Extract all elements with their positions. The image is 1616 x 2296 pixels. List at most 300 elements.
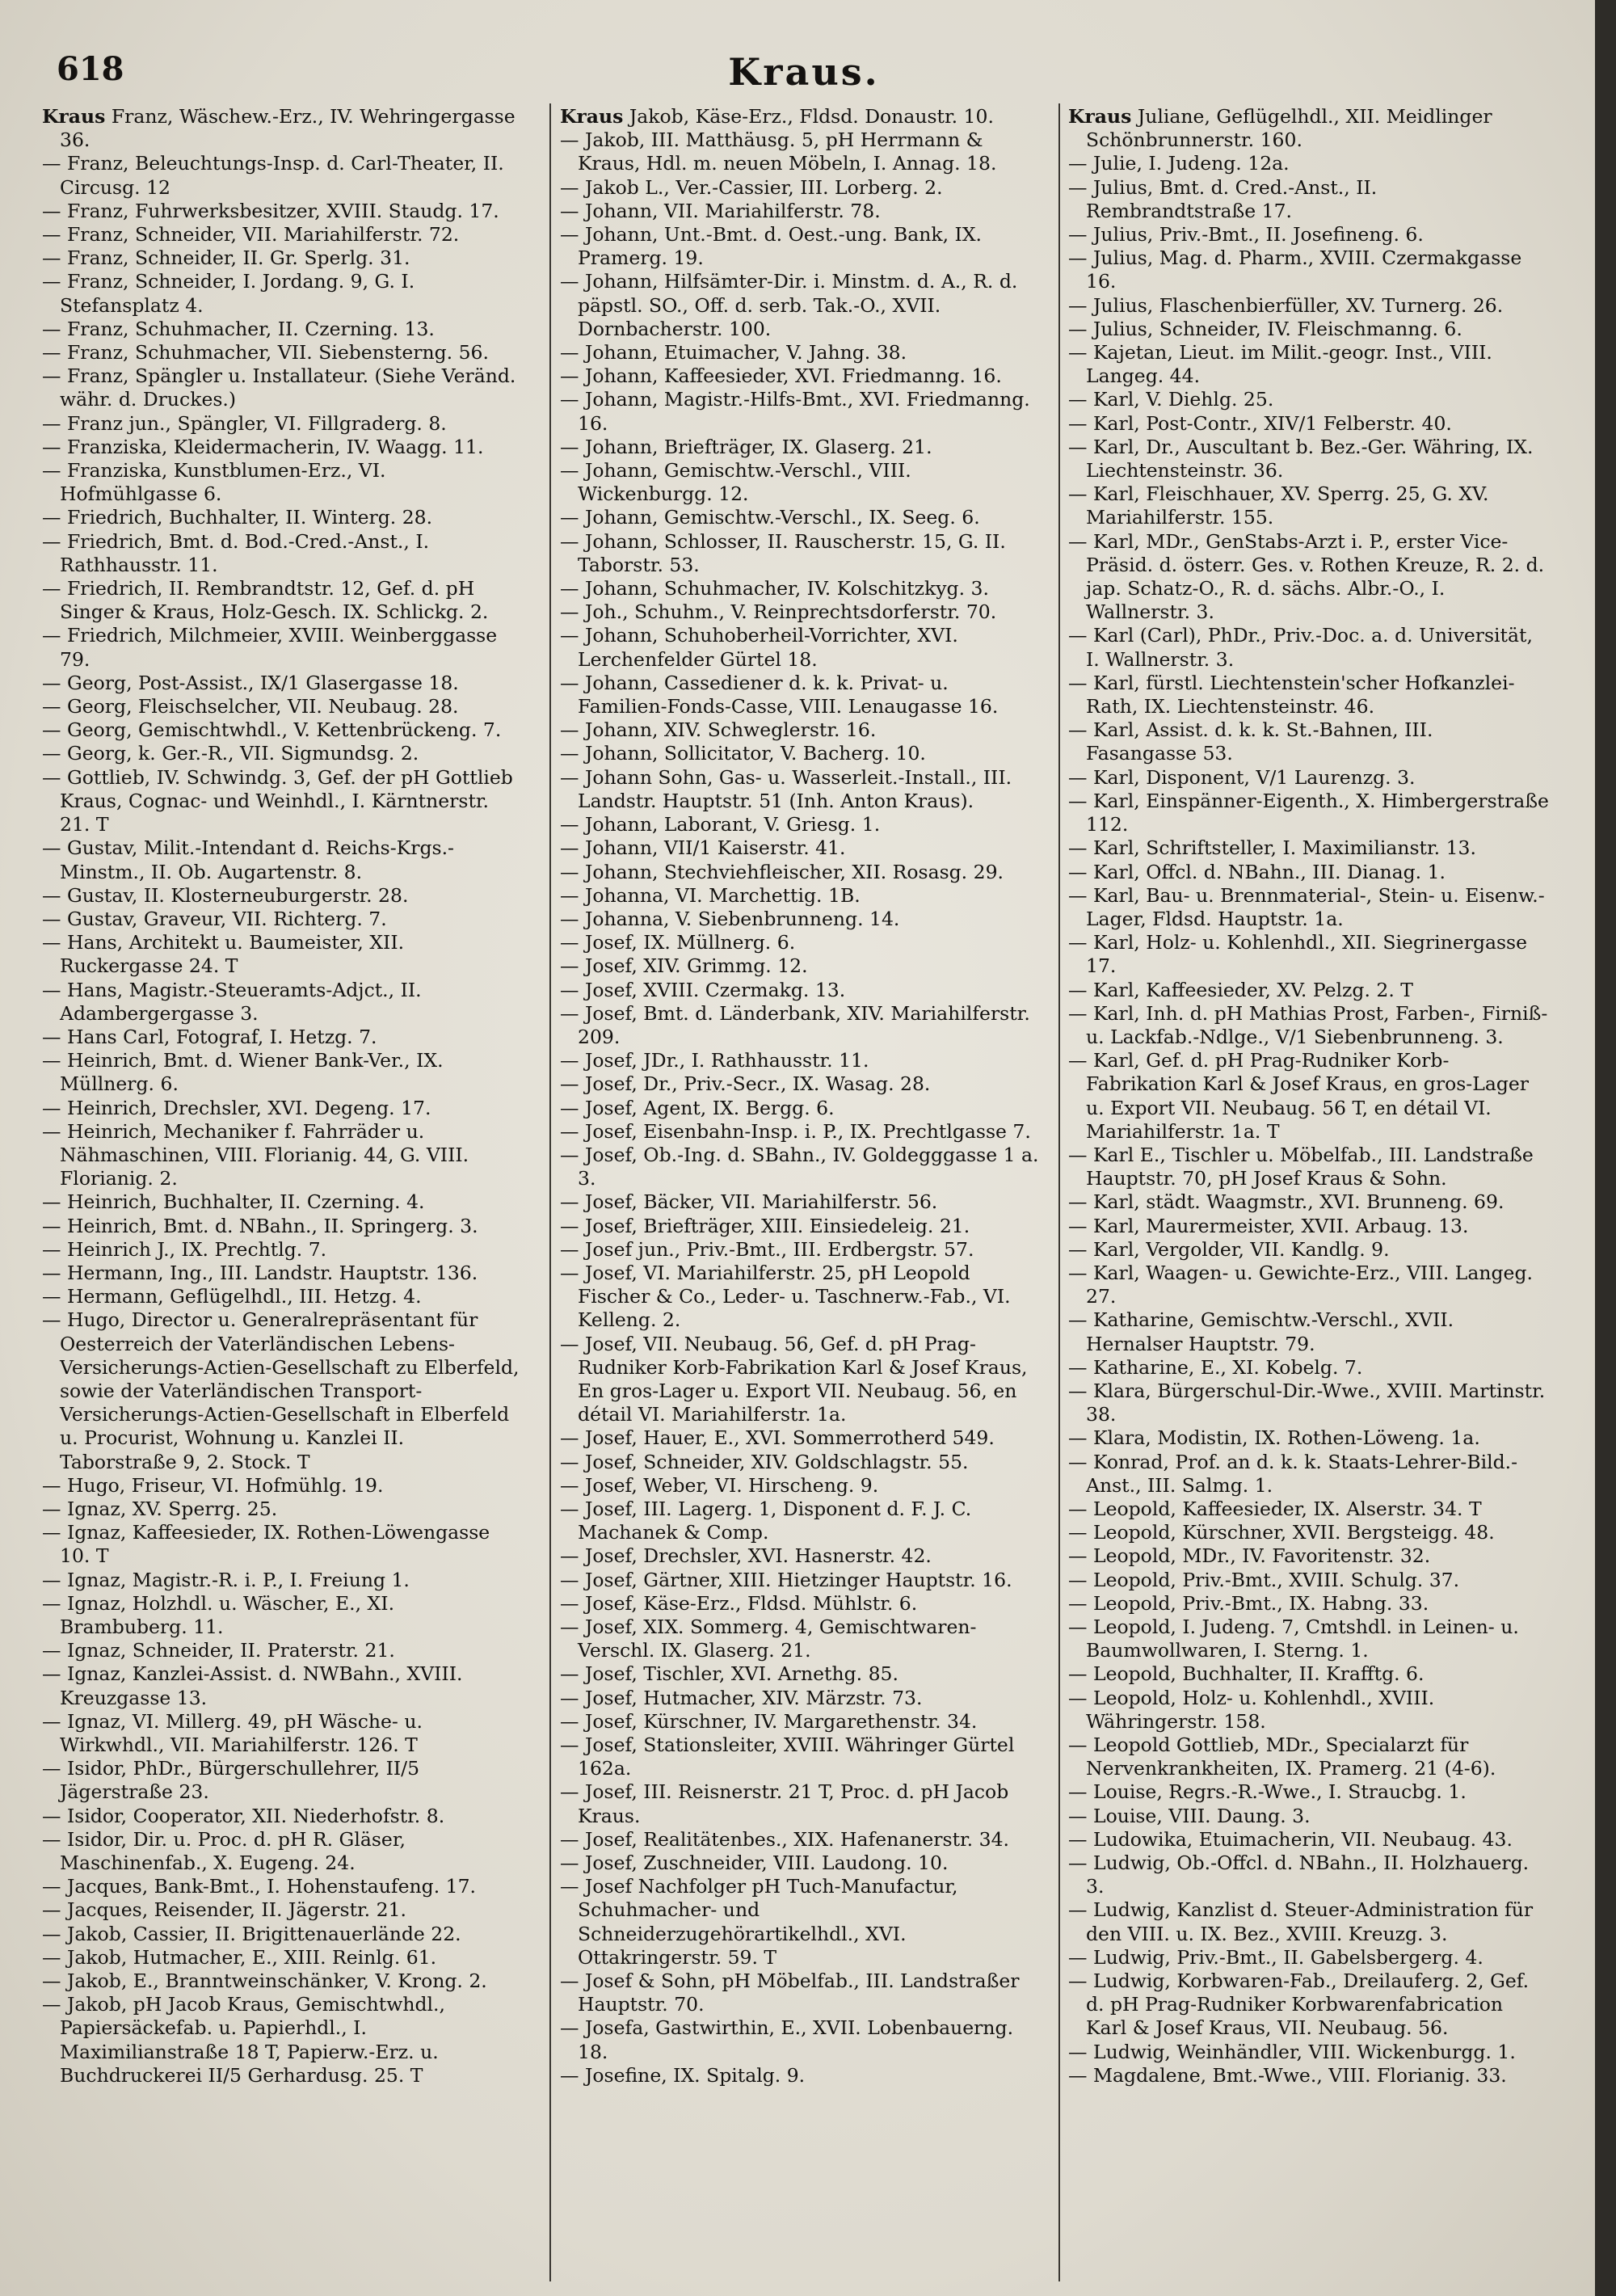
directory-entry [560,388,1041,435]
entry-text: — Ignaz, Schneider, II. Praterstr. 21. [42,1639,395,1662]
entry-text: Jakob, Käse-Erz., Fldsd. Donaustr. 10. [623,105,994,128]
entry-text: — Ludowika, Etuimacherin, VII. Neubaug. 43. [1068,1827,1513,1851]
page-title: Kraus. [728,50,880,94]
directory-entry [560,979,1041,1002]
entry-text: — Johann, Cassediener d. k. k. Privat- u. Familien-Fonds-Casse, VIII. Lenaugasse 16. [560,671,999,718]
directory-entry [42,695,523,718]
entry-text: — Johann, VII. Mariahilferstr. 78. [560,199,881,222]
directory-entry [42,1097,523,1120]
entry-text: — Josef, III. Reisnerstr. 21 T, Proc. d. pH Jacob Kraus. [560,1780,1009,1827]
entry-text: — Leopold Gottlieb, MDr., Specialarzt für Nervenkrankheiten, IX. Pramerg. 21 (4-6). [1068,1734,1496,1780]
entry-text: — Heinrich, Bmt. d. NBahn., II. Springerg. 3. [42,1214,478,1237]
entry-text: — Josef, Gärtner, XIII. Hietzinger Hauptstr. 16. [560,1568,1012,1591]
directory-entry [42,530,523,577]
directory-entry [560,1592,1041,1616]
directory-entry [1068,1262,1549,1308]
directory-entry [560,2016,1041,2063]
entry-text: — Julius, Bmt. d. Cred.-Anst., II. Rembrandtstraße 17. [1068,175,1378,222]
entry-text: — Georg, Fleischselcher, VII. Neubaug. 28. [42,695,459,718]
entry-text: — Klara, Bürgerschul-Dir.-Wwe., XVIII. Martinstr. 38. [1068,1379,1546,1426]
directory-entry [560,200,1041,223]
directory-entry [560,1687,1041,1710]
entry-text: — Jakob, Hutmacher, E., XIII. Reinlg. 61. [42,1945,437,1969]
entry-text: — Johann Sohn, Gas- u. Wasserleit.-Install., III. Landstr. Hauptstr. 51 (Inh. Anton Kraus). [560,765,1012,812]
entry-text: — Heinrich, Bmt. d. Wiener Bank-Ver., IX. Müllnerg. 6. [42,1049,444,1096]
column-3 [1068,105,1549,2279]
entry-text: — Gustav, Graveur, VII. Richterg. 7. [42,907,387,930]
entry-text: — Ignaz, Kanzlei-Assist. d. NWBahn., XVIII. Kreuzgasse 13. [42,1662,463,1709]
entry-text: — Franz, Schuhmacher, VII. Siebensterng. 56. [42,341,489,364]
entry-text: — Karl, Dr., Auscultant b. Bez.-Ger. Währing, IX. Liechtensteinstr. 36. [1068,435,1534,482]
entry-text: — Josef, Bäcker, VII. Mariahilferstr. 56. [560,1190,938,1214]
entry-text: — Hans Carl, Fotograf, I. Hetzg. 7. [42,1025,377,1048]
entry-surname: Kraus [42,105,106,128]
directory-entry [1068,1544,1549,1568]
entry-text: — Josef, Briefträger, XIII. Einsiedeleig. 21. [560,1214,970,1237]
entry-text: — Johann, Kaffeesieder, XVI. Friedmanng. 16. [560,364,1002,388]
directory-entry [560,718,1041,742]
entry-text: — Ludwig, Priv.-Bmt., II. Gabelsbergerg. 4. [1068,1945,1483,1969]
directory-entry [1068,836,1549,860]
directory-entry [1068,1805,1549,1828]
directory-entry [560,1662,1041,1686]
entry-text: — Karl, fürstl. Liechtenstein'scher Hofkanzlei-Rath, IX. Liechtensteinstr. 46. [1068,671,1515,718]
entry-text: — Karl, Gef. d. pH Prag-Rudniker Korb-Fabrikation Karl & Josef Kraus, en gros-Lager u. Export VII. Neubaug. 56 T, en détail VI. Mariahilferstr. 1a. T [1068,1049,1530,1143]
entry-text: — Karl, Offcl. d. NBahn., III. Dianag. 1. [1068,860,1446,883]
entry-text: — Karl, Fleischhauer, XV. Sperrg. 25, G. XV. Mariahilferstr. 155. [1068,482,1489,529]
directory-entry [42,624,523,671]
entry-text: — Heinrich, Mechaniker f. Fahrräder u. Nähmaschinen, VIII. Florianig. 44, G. VIII. Florianig. 2. [42,1119,469,1190]
entry-text: — Louise, Regrs.-R.-Wwe., I. Straucbg. 1. [1068,1780,1467,1804]
entry-text: — Karl, Waagen- u. Gewichte-Erz., VIII. Langeg. 27. [1068,1261,1533,1308]
directory-entry [560,908,1041,931]
entry-text: — Georg, Post-Assist., IX/1 Glasergasse 18. [42,671,459,694]
directory-entry [560,2064,1041,2087]
directory-entry [42,718,523,742]
entry-text: — Isidor, Cooperator, XII. Niederhofstr. 8. [42,1804,445,1827]
directory-entry [42,105,523,152]
entry-text: — Ludwig, Kanzlist d. Steuer-Administration für den VIII. u. IX. Bez., XVIII. Kreuzg. 3. [1068,1898,1534,1945]
directory-entry [1068,2064,1549,2087]
entry-text: — Hermann, Ing., III. Landstr. Hauptstr. 136. [42,1261,478,1284]
entry-text: — Hugo, Director u. Generalrepräsentant für Oesterreich der Vaterländischen Lebens-Versicherungs-Actien-Gesellschaft zu Elberfeld, sowie der Vaterländischen Transport-Versicherungs-Actien-Gesellschaft in Elberfeld u. Procurist, Wohnung u. Kanzlei II. Taborstraße 9, 2. Stock. T [42,1308,520,1473]
directory-entry [1068,1380,1549,1426]
entry-text: — Karl, V. Diehlg. 25. [1068,388,1274,411]
directory-entry [560,436,1041,459]
entry-text: — Johanna, VI. Marchettig. 1B. [560,883,861,907]
entry-text: — Josef, JDr., I. Rathhausstr. 11. [560,1049,869,1072]
directory-entry [1068,766,1549,790]
directory-entry [1068,1002,1549,1049]
entry-text: — Johann, Schuhmacher, IV. Kolschitzkyg. 3. [560,577,989,600]
directory-entry [42,742,523,765]
directory-entry [1068,412,1549,436]
directory-entry [1068,1687,1549,1734]
directory-entry [42,506,523,529]
entry-text: — Josef, Tischler, XVI. Arnethg. 85. [560,1662,898,1686]
entry-text: — Josef, Drechsler, XVI. Hasnerstr. 42. [560,1544,932,1568]
entry-text: — Jakob, Cassier, II. Brigittenauerlände 22. [42,1922,461,1945]
entry-text: — Franziska, Kunstblumen-Erz., VI. Hofmühlgasse 6. [42,459,386,506]
entry-text: — Josef, Käse-Erz., Fldsd. Mühlstr. 6. [560,1591,918,1615]
directory-entry [1068,1946,1549,1970]
entry-text: — Julius, Schneider, IV. Fleischmanng. 6. [1068,317,1462,340]
directory-entry [1068,152,1549,175]
directory-entry [42,152,523,199]
directory-entry [1068,176,1549,223]
entry-text: — Karl E., Tischler u. Möbelfab., III. Landstraße Hauptstr. 70, pH Josef Kraus & Sohn. [1068,1143,1534,1190]
entry-text: — Ludwig, Weinhändler, VIII. Wickenburgg. 1. [1068,2040,1516,2063]
directory-entry [560,530,1041,577]
entry-text: — Leopold, Holz- u. Kohlenhdl., XVIII. Währingerstr. 158. [1068,1686,1435,1733]
entry-text: — Johann, Schuhoberheil-Vorrichter, XVI. Lerchenfelder Gürtel 18. [560,624,958,671]
entry-text: — Josef, Bmt. d. Länderbank, XIV. Mariahilferstr. 209. [560,1001,1030,1048]
entry-text: — Louise, VIII. Daung. 3. [1068,1804,1311,1827]
directory-entry [1068,1521,1549,1544]
entry-text: — Josef jun., Priv.-Bmt., III. Erdbergstr. 57. [560,1237,974,1261]
entry-text: — Karl, Vergolder, VII. Kandlg. 9. [1068,1237,1390,1261]
directory-entry [560,1144,1041,1190]
directory-entry [560,1333,1041,1427]
entry-text: — Leopold, Kürschner, XVII. Bergsteigg. 48. [1068,1521,1495,1544]
directory-entry [560,1852,1041,1875]
entry-text: — Julius, Priv.-Bmt., II. Josefineng. 6. [1068,223,1424,246]
entry-text: — Johann, Hilfsämter-Dir. i. Minstm. d. A., R. d. päpstl. SO., Off. d. serb. Tak.-O., XVII. Dornbacherstr. 100. [560,270,1018,340]
directory-entry [560,105,1041,128]
entry-text: — Franz, Beleuchtungs-Insp. d. Carl-Theater, II. Circusg. 12 [42,152,504,199]
entry-text: — Jacques, Reisender, II. Jägerstr. 21. [42,1898,406,1922]
directory-entry [42,672,523,695]
directory-entry [560,1970,1041,2016]
directory-entry [1068,1852,1549,1898]
entry-text: — Leopold, Priv.-Bmt., IX. Habng. 33. [1068,1591,1429,1615]
entry-text: — Josef, Hutmacher, XIV. Märzstr. 73. [560,1686,923,1709]
entry-text: — Julius, Flaschenbierfüller, XV. Turnerg. 26. [1068,293,1504,317]
entry-text: — Ludwig, Korbwaren-Fab., Dreilauferg. 2, Gef. d. pH Prag-Rudniker Korbwarenfabrication Karl & Josef Kraus, VII. Neubaug. 56. [1068,1970,1530,2040]
entry-text: — Friedrich, Milchmeier, XVIII. Weinberggasse 79. [42,624,498,671]
directory-entry [42,364,523,411]
entry-text: — Josefa, Gastwirthin, E., XVII. Lobenbauerng. 18. [560,2016,1014,2063]
directory-entry [560,1710,1041,1734]
directory-entry [1068,341,1549,388]
directory-entry [42,1828,523,1875]
directory-entry [560,884,1041,908]
directory-entry [42,270,523,317]
directory-entry [560,1238,1041,1262]
entry-text: — Franziska, Kleidermacherin, IV. Waagg. 11. [42,435,484,458]
directory-entry [1068,1592,1549,1616]
directory-entry [42,223,523,246]
directory-entry [560,1544,1041,1568]
directory-entry [1068,1308,1549,1355]
directory-entry [42,836,523,883]
entry-text: — Ignaz, Magistr.-R. i. P., I. Freiung 1. [42,1568,410,1591]
directory-entry [42,577,523,624]
directory-entry [560,1072,1041,1096]
directory-entry [42,246,523,270]
entry-text: — Josef, Schneider, XIV. Goldschlagstr. 55. [560,1450,969,1473]
entry-text: — Hans, Architekt u. Baumeister, XII. Ruckergasse 24. T [42,931,405,978]
entry-text: — Johann, Laborant, V. Griesg. 1. [560,813,881,836]
entry-text: — Leopold, Buchhalter, II. Krafftg. 6. [1068,1662,1425,1686]
entry-text: — Josef, VII. Neubaug. 56, Gef. d. pH Prag-Rudniker Korb-Fabrikation Karl & Josef Kraus, En gros-Lager u. Export VII. Neubaug. 56, en détail VI. Mariahilferstr. 1a. [560,1332,1028,1426]
entry-text: — Johann, VII/1 Kaiserstr. 41. [560,836,846,860]
directory-entry [42,1805,523,1828]
entry-text: — Friedrich, Bmt. d. Bod.-Cred.-Anst., I. Rathhausstr. 11. [42,529,430,576]
directory-entry [560,459,1041,506]
directory-entry [560,506,1041,529]
directory-entry [42,979,523,1026]
entry-text: — Karl, MDr., GenStabs-Arzt i. P., erster Vice-Präsid. d. österr. Ges. v. Rothen Kreuze, R. 2. d. jap. Schatz-O., R. d. sächs. Albr.-O., I. Wallnerstr. 3. [1068,529,1545,624]
entry-text: — Karl, Holz- u. Kohlenhdl., XII. Siegrinergasse 17. [1068,931,1528,978]
directory-entry [1068,1498,1549,1521]
directory-entry [42,931,523,978]
directory-entry [1068,436,1549,482]
entry-text: — Leopold, MDr., IV. Favoritenstr. 32. [1068,1544,1431,1568]
directory-entry [1068,530,1549,625]
entry-text: — Franz, Spängler u. Installateur. (Siehe Veränd. währ. d. Druckes.) [42,364,516,411]
directory-entry [42,1923,523,1946]
entry-text: — Ludwig, Ob.-Offcl. d. NBahn., II. Holzhauerg. 3. [1068,1852,1530,1898]
entry-text: — Karl, Maurermeister, XVII. Arbaug. 13. [1068,1214,1469,1237]
entry-text: — Kajetan, Lieut. im Milit.-geogr. Inst., VIII. Langeg. 44. [1068,341,1492,388]
directory-entry [560,1828,1041,1852]
directory-entry [1068,624,1549,671]
directory-entry [560,364,1041,388]
directory-entry [42,908,523,931]
entry-text: — Josef, Realitätenbes., XIX. Hafenanerstr. 34. [560,1827,1009,1851]
entry-text: — Josef, Kürschner, IV. Margarethenstr. 34. [560,1709,978,1733]
entry-text: — Leopold, Priv.-Bmt., XVIII. Schulg. 37. [1068,1568,1460,1591]
entry-text: — Johann, Gemischtw.-Verschl., VIII. Wickenburgg. 12. [560,459,911,506]
directory-entry [42,1662,523,1709]
directory-entry [560,624,1041,671]
directory-entry [1068,223,1549,246]
entry-text: — Josef, XIV. Grimmg. 12. [560,954,808,978]
directory-entry [42,1970,523,1993]
directory-entry [560,1215,1041,1238]
directory-entry [560,1734,1041,1780]
directory-entry [42,412,523,436]
entry-text: — Karl, Post-Contr., XIV/1 Felberstr. 40. [1068,411,1452,435]
entry-text: — Isidor, PhDr., Bürgerschullehrer, II/5 Jägerstraße 23. [42,1757,420,1804]
entry-text: — Jakob, E., Branntweinschänker, V. Krong. 2. [42,1970,487,1993]
entry-text: — Karl, Schriftsteller, I. Maximilianstr. 13. [1068,836,1476,860]
entry-text: — Karl, Kaffeesieder, XV. Pelzg. 2. T [1068,978,1413,1001]
entry-text: — Josef & Sohn, pH Möbelfab., III. Landstraßer Hauptstr. 70. [560,1970,1020,2016]
entry-text: — Klara, Modistin, IX. Rothen-Löweng. 1a. [1068,1426,1480,1450]
entry-text: — Franz, Schneider, I. Jordang. 9, G. I. Stefansplatz 4. [42,270,415,317]
directory-entry [560,742,1041,765]
entry-text: — Jakob, pH Jacob Kraus, Gemischtwhdl., Papiersäckefab. u. Papierhdl., I. Maximilianstraße 18 T, Papierw.-Erz. u. Buchdruckerei II/5 Gerhardusg. 25. T [42,1993,445,2087]
entry-text: — Josef, Dr., Priv.-Secr., IX. Wasag. 28. [560,1072,931,1096]
directory-entry [1068,1215,1549,1238]
directory-entry [1068,294,1549,318]
entry-text: — Josef, Stationsleiter, XVIII. Währinger Gürtel 162a. [560,1734,1015,1780]
entry-text: — Johann, Magistr.-Hilfs-Bmt., XVI. Friedmanng. 16. [560,388,1030,435]
directory-entry [1068,1970,1549,2041]
directory-entry [42,1898,523,1922]
directory-entry [1068,482,1549,529]
directory-entry [42,1262,523,1285]
directory-entry [560,1780,1041,1827]
directory-entry [42,1238,523,1262]
entry-text: — Heinrich, Buchhalter, II. Czerning. 4. [42,1190,425,1214]
entry-text: — Jakob L., Ver.-Cassier, III. Lorberg. 2. [560,175,943,199]
entry-text: — Hermann, Geflügelhdl., III. Hetzg. 4. [42,1285,422,1308]
column-divider [1058,103,1060,2281]
directory-entry [1068,1662,1549,1686]
directory-entry [560,128,1041,175]
directory-entry [42,341,523,364]
entry-text: — Josef, XIX. Sommerg. 4, Gemischtwaren-Verschl. IX. Glaserg. 21. [560,1616,977,1662]
entry-text: — Karl, Assist. d. k. k. St.-Bahnen, III. Fasangasse 53. [1068,718,1433,765]
entry-text: — Karl, Bau- u. Brennmaterial-, Stein- u. Eisenw.-Lager, Fldsd. Hauptstr. 1a. [1068,883,1545,930]
entry-text: — Josef, VI. Mariahilferstr. 25, pH Leopold Fischer & Co., Leder- u. Taschnerw.-Fab., VI. Kelleng. 2. [560,1261,1011,1332]
directory-entry [560,176,1041,200]
entry-text: — Josef, Zuschneider, VIII. Laudong. 10. [560,1852,949,1875]
directory-entry [1068,1451,1549,1498]
entry-text: — Katharine, Gemischtw.-Verschl., XVII. Hernalser Hauptstr. 79. [1068,1308,1454,1355]
directory-entry [560,577,1041,600]
entry-text: — Johann, Schlosser, II. Rauscherstr. 15, G. II. Taborstr. 53. [560,529,1006,576]
directory-entry [1068,2041,1549,2064]
entry-text: — Josef, IX. Müllnerg. 6. [560,931,796,954]
directory-entry [560,836,1041,860]
directory-entry [42,1946,523,1970]
entry-text: — Gustav, II. Klosterneuburgerstr. 28. [42,883,409,907]
directory-entry [1068,790,1549,836]
entry-text: — Johann, Sollicitator, V. Bacherg. 10. [560,742,926,765]
entry-text: — Ignaz, VI. Millerg. 49, pH Wäsche- u. Wirkwhdl., VII. Mariahilferstr. 126. T [42,1709,423,1757]
entry-text: — Heinrich, Drechsler, XVI. Degeng. 17. [42,1096,431,1119]
directory-entry [42,1498,523,1521]
entry-text: — Josef, Hauer, E., XVI. Sommerrotherd 549. [560,1426,995,1450]
entry-text: — Karl, Einspänner-Eigenth., X. Himbergerstraße 112. [1068,789,1549,836]
directory-entry [1068,246,1549,293]
entry-text: — Josef, Eisenbahn-Insp. i. P., IX. Prechtlgasse 7. [560,1119,1031,1143]
entry-text: — Gottlieb, IV. Schwindg. 3, Gef. der pH Gottlieb Kraus, Cognac- und Weinhdl., I. Kärntnerstr. 21. T [42,765,513,836]
directory-entry [42,1190,523,1214]
directory-entry [1068,718,1549,765]
directory-entry [560,1262,1041,1333]
entry-text: — Josef, III. Lagerg. 1, Disponent d. F. J. C. Machanek & Comp. [560,1497,972,1544]
entry-text: — Johanna, V. Siebenbrunneng. 14. [560,907,900,930]
directory-entry [560,223,1041,270]
entry-text: — Ignaz, Holzhdl. u. Wäscher, E., XI. Brambuberg. 11. [42,1591,395,1638]
entry-text: — Jakob, III. Matthäusg. 5, pH Herrmann & Kraus, Hdl. m. neuen Möbeln, I. Annag. 18. [560,128,997,175]
entry-text: — Julie, I. Judeng. 12a. [1068,152,1290,175]
entry-text: — Leopold, I. Judeng. 7, Cmtshdl. in Leinen- u. Baumwollwaren, I. Sterng. 1. [1068,1616,1519,1662]
directory-entry [560,1569,1041,1592]
entry-text: — Johann, Briefträger, IX. Glaserg. 21. [560,435,932,458]
directory-entry [560,1875,1041,1970]
directory-entry [42,1592,523,1639]
directory-entry [1068,1426,1549,1450]
entry-text: — Hans, Magistr.-Steueramts-Adjct., II. Adambergergasse 3. [42,978,422,1025]
entry-text: — Johann, Gemischtw.-Verschl., IX. Seeg. 6. [560,506,980,529]
entry-text: — Georg, k. Ger.-R., VII. Sigmundsg. 2. [42,742,419,765]
directory-entry [1068,1356,1549,1380]
directory-entry [1068,1190,1549,1214]
directory-entry [560,1049,1041,1072]
entry-text: — Ignaz, Kaffeesieder, IX. Rothen-Löwengasse 10. T [42,1521,490,1568]
directory-entry [42,1049,523,1096]
entry-text: — Franz, Fuhrwerksbesitzer, XVIII. Staudg. 17. [42,199,499,222]
directory-entry [1068,1780,1549,1804]
directory-entry [1068,672,1549,718]
scan-edge [1595,0,1616,2296]
entry-text: — Johann, Unt.-Bmt. d. Oest.-ung. Bank, IX. Pramerg. 19. [560,223,983,270]
directory-entry [1068,105,1549,152]
entry-text: — Josefine, IX. Spitalg. 9. [560,2063,806,2087]
directory-entry [1068,1828,1549,1852]
entry-text: — Josef, Agent, IX. Bergg. 6. [560,1096,835,1119]
directory-entry [1068,1616,1549,1662]
directory-entry [560,813,1041,836]
entry-text: — Gustav, Milit.-Intendant d. Reichs-Krgs.-Minstm., II. Ob. Augartenstr. 8. [42,836,454,883]
entry-text: — Johann, Stechviehfleischer, XII. Rosasg. 29. [560,860,1004,883]
entry-text: — Josef Nachfolger pH Tuch-Manufactur, Schuhmacher- und Schneiderzugehörartikelhdl., XVI. Ottakringerstr. 59. T [560,1875,958,1969]
entry-text: — Konrad, Prof. an d. k. k. Staats-Lehrer-Bild.-Anst., III. Salmg. 1. [1068,1450,1518,1497]
page-header [57,50,1551,99]
entry-text: — Karl (Carl), PhDr., Priv.-Doc. a. d. Universität, I. Wallnerstr. 3. [1068,624,1533,671]
entry-text: — Jacques, Bank-Bmt., I. Hohenstaufeng. 17. [42,1875,477,1898]
column-divider [549,103,551,2281]
directory-entry [560,931,1041,954]
directory-entry [42,1710,523,1757]
entry-text: — Franz, Schneider, II. Gr. Sperlg. 31. [42,246,410,270]
page-number: 618 [57,50,124,88]
directory-entry [1068,1049,1549,1144]
entry-surname: Kraus [1068,105,1132,128]
entry-text: — Josef, Weber, VI. Hirscheng. 9. [560,1473,879,1497]
directory-entry [1068,861,1549,884]
directory-entry [42,436,523,459]
column-1 [42,105,523,2279]
directory-entry [1068,1144,1549,1190]
directory-entry [42,1521,523,1568]
entry-text: — Georg, Gemischtwhdl., V. Kettenbrückeng. 7. [42,718,502,742]
directory-entry [42,1026,523,1049]
entry-text: — Karl, Inh. d. pH Mathias Prost, Farben-, Firniß- u. Lackfab.-Ndlge., V/1 Siebenbrunneng. 3. [1068,1001,1548,1048]
entry-text: — Johann, Etuimacher, V. Jahng. 38. [560,341,907,364]
directory-entry [1068,979,1549,1002]
directory-entry [42,1120,523,1191]
directory-entry [42,1639,523,1662]
directory-entry [42,1875,523,1898]
directory-entry [42,884,523,908]
directory-entry [560,1120,1041,1144]
directory-entry [560,766,1041,813]
directory-entry [560,341,1041,364]
directory-entry [1068,1898,1549,1945]
column-2 [560,105,1041,2279]
directory-entry [560,1451,1041,1474]
entry-text: — Franz jun., Spängler, VI. Fillgraderg. 8. [42,411,447,435]
directory-entry [42,200,523,223]
directory-entry [560,1474,1041,1498]
entry-text: — Magdalene, Bmt.-Wwe., VIII. Florianig. 33. [1068,2063,1507,2087]
directory-entry [560,861,1041,884]
entry-text: — Katharine, E., XI. Kobelg. 7. [1068,1355,1363,1379]
directory-entry [42,1215,523,1238]
entry-text: Franz, Wäschew.-Erz., IV. Wehringergasse 36. [60,105,516,152]
directory-entry [1068,1238,1549,1262]
entry-text: — Franz, Schuhmacher, II. Czerning. 13. [42,317,435,340]
entry-text: Juliane, Geflügelhdl., XII. Meidlinger Schönbrunnerstr. 160. [1086,105,1492,152]
entry-text: — Josef, Ob.-Ing. d. SBahn., IV. Goldegggasse 1 a. 3. [560,1143,1039,1190]
